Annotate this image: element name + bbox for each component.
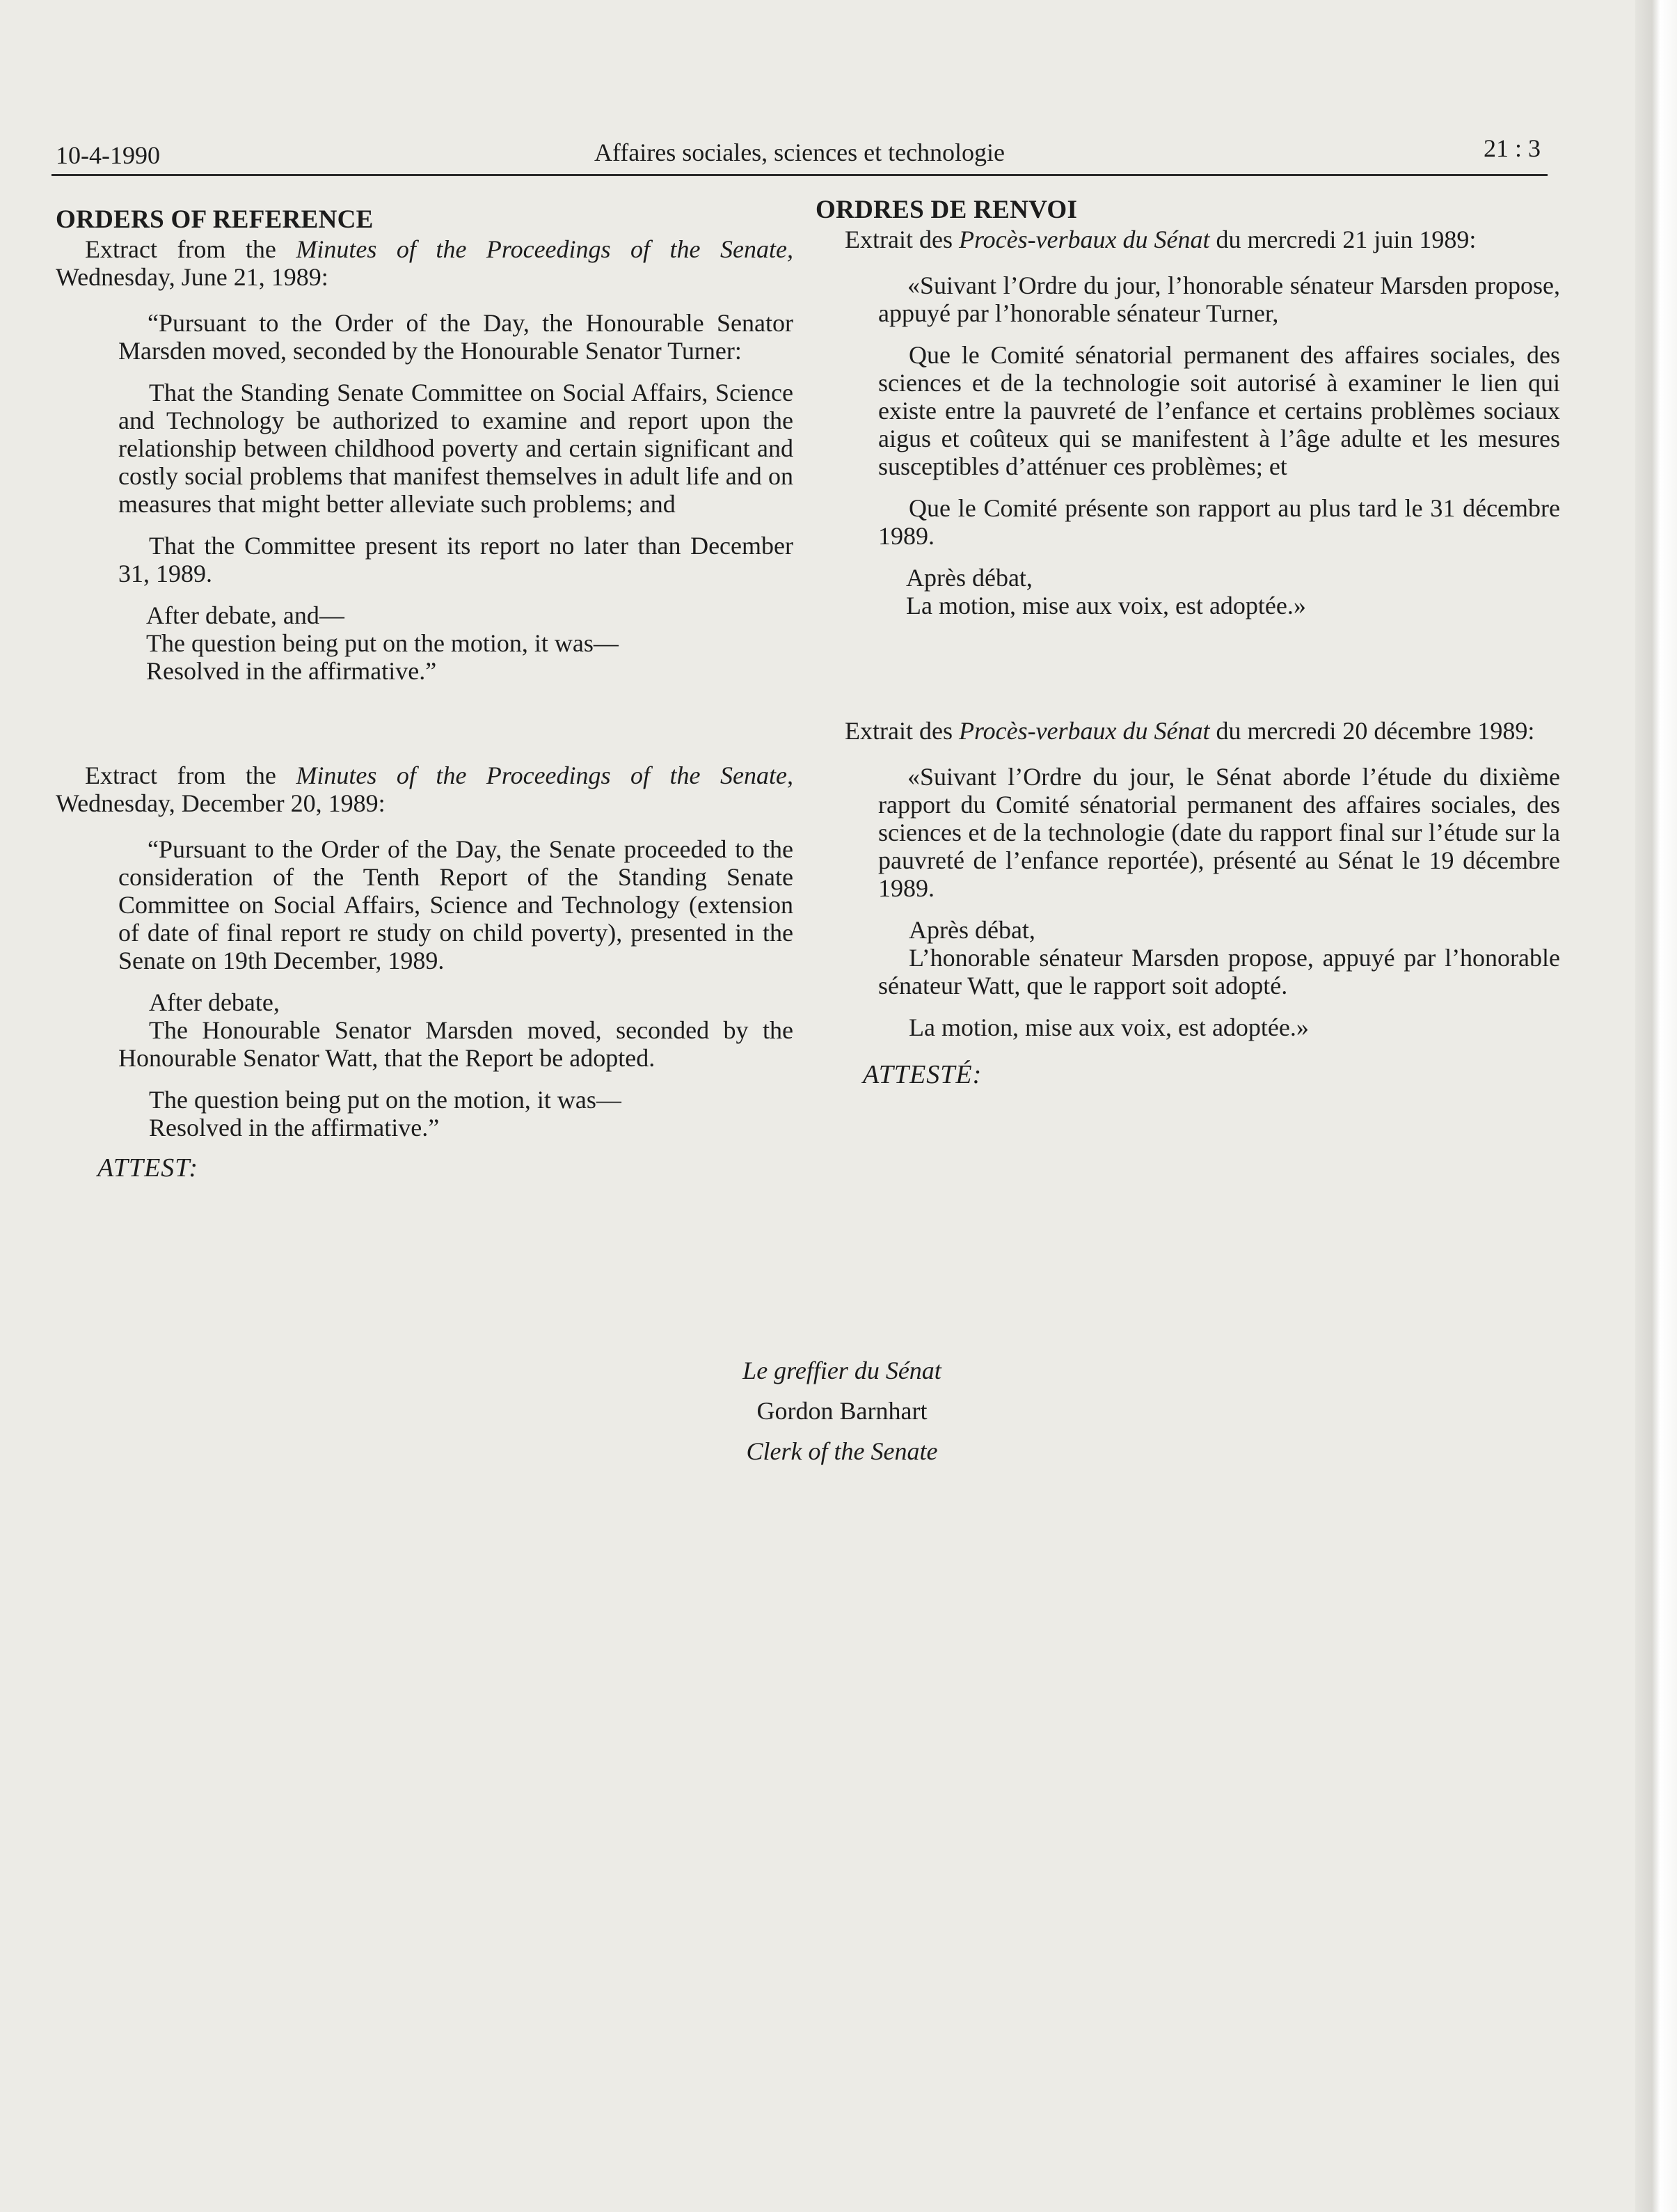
after-debate-fr: Après débat, [906, 564, 1033, 592]
resolution-1-fr: Que le Comité sénatorial permanent des affaires sociales, des sciences et de la technologie soit autorisé à examiner le lien qui existe entre la pauvreté de l’enfance et certains problèmes sociaux aigus et coûteux qui se manifestent à l’âge adulte et les mesures susceptibles d’atténuer ces problèmes; et [878, 341, 1560, 480]
extract-1-en: Extract from the Minutes of the Proceedings of the Senate, Wednesday, June 21, 1989: [56, 235, 794, 291]
extract-2-fr: Extrait des Procès-verbaux du Sénat du mercredi 20 décembre 1989: [845, 717, 1535, 745]
quote-1-fr: «Suivant l’Ordre du jour, l’honorable sénateur Marsden propose, appuyé par l’honorable sénateur Turner, [878, 271, 1560, 327]
scan-edge [1635, 0, 1677, 2212]
header-date: 10-4-1990 [56, 141, 160, 169]
section-heading-en: ORDERS OF REFERENCE [56, 205, 374, 234]
quote-2-fr: «Suivant l’Ordre du jour, le Sénat aborde l’étude du dixième rapport du Comité sénatorial permanent des affaires sociales, des sciences et de la technologie (date du rapport final sur l’étude sur la pauvreté de l’enfance reportée), présenté au Sénat le 19 décembre 1989. [878, 763, 1560, 902]
quote-2-en: “Pursuant to the Order of the Day, the Senate proceeded to the consideration of the Tenth Report of the Standing Senate Committee on Social Affairs, Science and Technology (extension of date of final report re study on child poverty), presented in the Senate on 19th December, 1989. [118, 835, 793, 974]
resolution-2-en: That the Committee present its report no later than December 31, 1989. [118, 532, 793, 587]
english-column [56, 206, 793, 1182]
signature-block [598, 1350, 1086, 1471]
moved-2-en: The Honourable Senator Marsden moved, seconded by the Honourable Senator Watt, that the Report be adopted. [118, 1016, 793, 1072]
after-debate-2-fr: Après débat, [909, 916, 1035, 944]
section-heading-fr: ORDRES DE RENVOI [816, 196, 1078, 224]
after-debate-2-en: After debate, [149, 988, 280, 1016]
question-put-en: The question being put on the motion, it was— [146, 629, 619, 657]
attest-en: ATTEST: [97, 1153, 198, 1183]
moved-2-fr: L’honorable sénateur Marsden propose, appuyé par l’honorable sénateur Watt, que le rapport soit adopté. [878, 944, 1560, 1000]
header-title: Affaires sociales, sciences et technologie [594, 139, 1006, 166]
adopted-2-fr: La motion, mise aux voix, est adoptée.» [909, 1013, 1309, 1041]
resolved-2-en: Resolved in the affirmative.” [149, 1114, 440, 1141]
french-column [816, 196, 1560, 1089]
adopted-fr: La motion, mise aux voix, est adoptée.» [906, 592, 1306, 619]
quote-1-en: “Pursuant to the Order of the Day, the Honourable Senator Marsden moved, seconded by the Honourable Senator Turner: [118, 309, 793, 365]
page-number: 21 : 3 [1483, 134, 1541, 162]
clerk-title-en: Clerk of the Senate [746, 1437, 938, 1465]
question-put-2-en: The question being put on the motion, it was— [149, 1086, 621, 1114]
page-header [51, 118, 1548, 176]
attest-fr: ATTESTÉ: [863, 1060, 983, 1089]
after-debate-en: After debate, and— [146, 601, 344, 629]
resolution-2-fr: Que le Comité présente son rapport au plus tard le 31 décembre 1989. [878, 494, 1560, 550]
extract-2-en: Extract from the Minutes of the Proceedings of the Senate, Wednesday, December 20, 1989: [56, 761, 794, 817]
resolution-1-en: That the Standing Senate Committee on Social Affairs, Science and Technology be authorized to examine and report upon the relationship between childhood poverty and certain significant and costly social problems that manifest themselves in adult life and on measures that might better alleviate such problems; and [118, 379, 793, 518]
extract-1-fr: Extrait des Procès-verbaux du Sénat du mercredi 21 juin 1989: [845, 226, 1477, 253]
resolved-en: Resolved in the affirmative.” [146, 657, 437, 685]
clerk-title-fr: Le greffier du Sénat [742, 1357, 941, 1384]
clerk-name: Gordon Barnhart [756, 1397, 928, 1425]
